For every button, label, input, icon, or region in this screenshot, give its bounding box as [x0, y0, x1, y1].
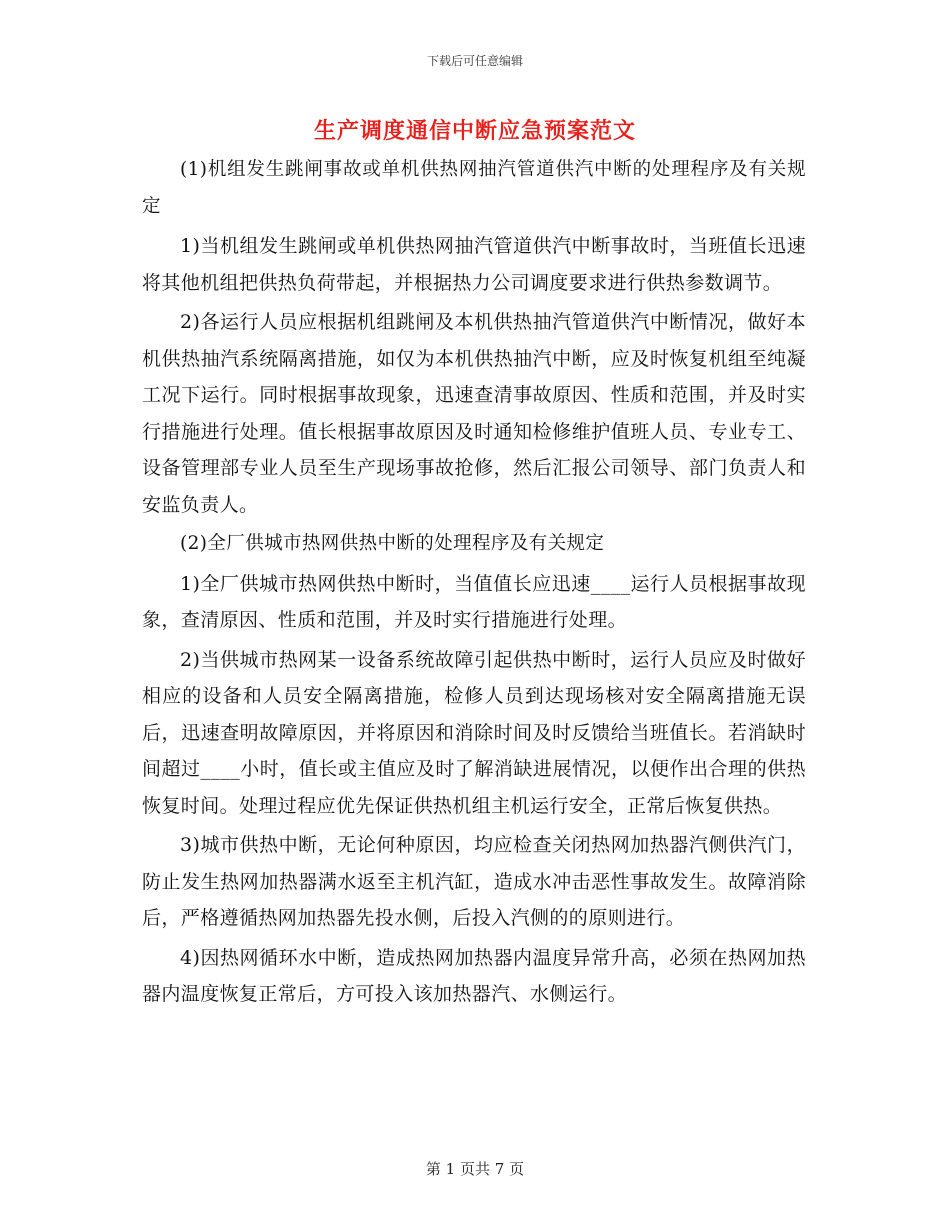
- page-footer: 第 1 页共 7 页: [425, 1160, 525, 1178]
- paragraph: 1)当机组发生跳闸或单机供热网抽汽管道供汽中断事故时，当班值长迅速将其他机组把供热负荷带起，并根据热力公司调度要求进行供热参数调节。: [142, 235, 806, 294]
- document-body: [142, 152, 806, 1016]
- paragraph: 3)城市供热中断，无论何种原因，均应检查关闭热网加热器汽侧供汽门，防止发生热网加热器满水返至主机汽缸，造成水冲击恶性事故发生。故障消除后，严格遵循热网加热器先投水侧，后投入汽侧的的原则进行。: [142, 834, 806, 929]
- section-heading-2: (2)全厂供城市热网供热中断的处理程序及有关规定: [180, 533, 605, 554]
- paragraph: 2)当供城市热网某一设备系统故障引起供热中断时，运行人员应及时做好相应的设备和人员安全隔离措施，检修人员到达现场核对安全隔离措施无误后，迅速查明故障原因，并将原因和消除时间及时反馈给当班值长。若消缺时间超过____小时，值长或主值应及时了解消缺进展情况，以便作出合理的供热恢复时间。处理过程应优先保证供热机组主机运行安全，正常后恢复供热。: [142, 648, 806, 817]
- paragraph: 2)各运行人员应根据机组跳闸及本机供热抽汽管道供汽中断情况，做好本机供热抽汽系统隔离措施，如仅为本机供热抽汽中断，应及时恢复机组至纯凝工况下运行。同时根据事故现象，迅速查清事故原因、性质和范围，并及时实行措施进行处理。值长根据事故原因及时通知检修维护值班人员、专业专工、设备管理部专业人员至生产现场事故抢修，然后汇报公司领导、部门负责人和安监负责人。: [142, 311, 806, 516]
- paragraph: 1)全厂供城市热网供热中断时，当值值长应迅速____运行人员根据事故现象，查清原因、性质和范围，并及时实行措施进行处理。: [142, 572, 806, 631]
- section-heading-1: (1)机组发生跳闸事故或单机供热网抽汽管道供汽中断的处理程序及有关规定: [142, 159, 806, 217]
- paragraph: 4)因热网循环水中断，造成热网加热器内温度异常升高，必须在热网加热器内温度恢复正常后，方可投入该加热器汽、水侧运行。: [142, 946, 806, 1005]
- document-title: 生产调度通信中断应急预案范文: [313, 118, 636, 144]
- page-header: 下载后可任意编辑: [426, 54, 523, 68]
